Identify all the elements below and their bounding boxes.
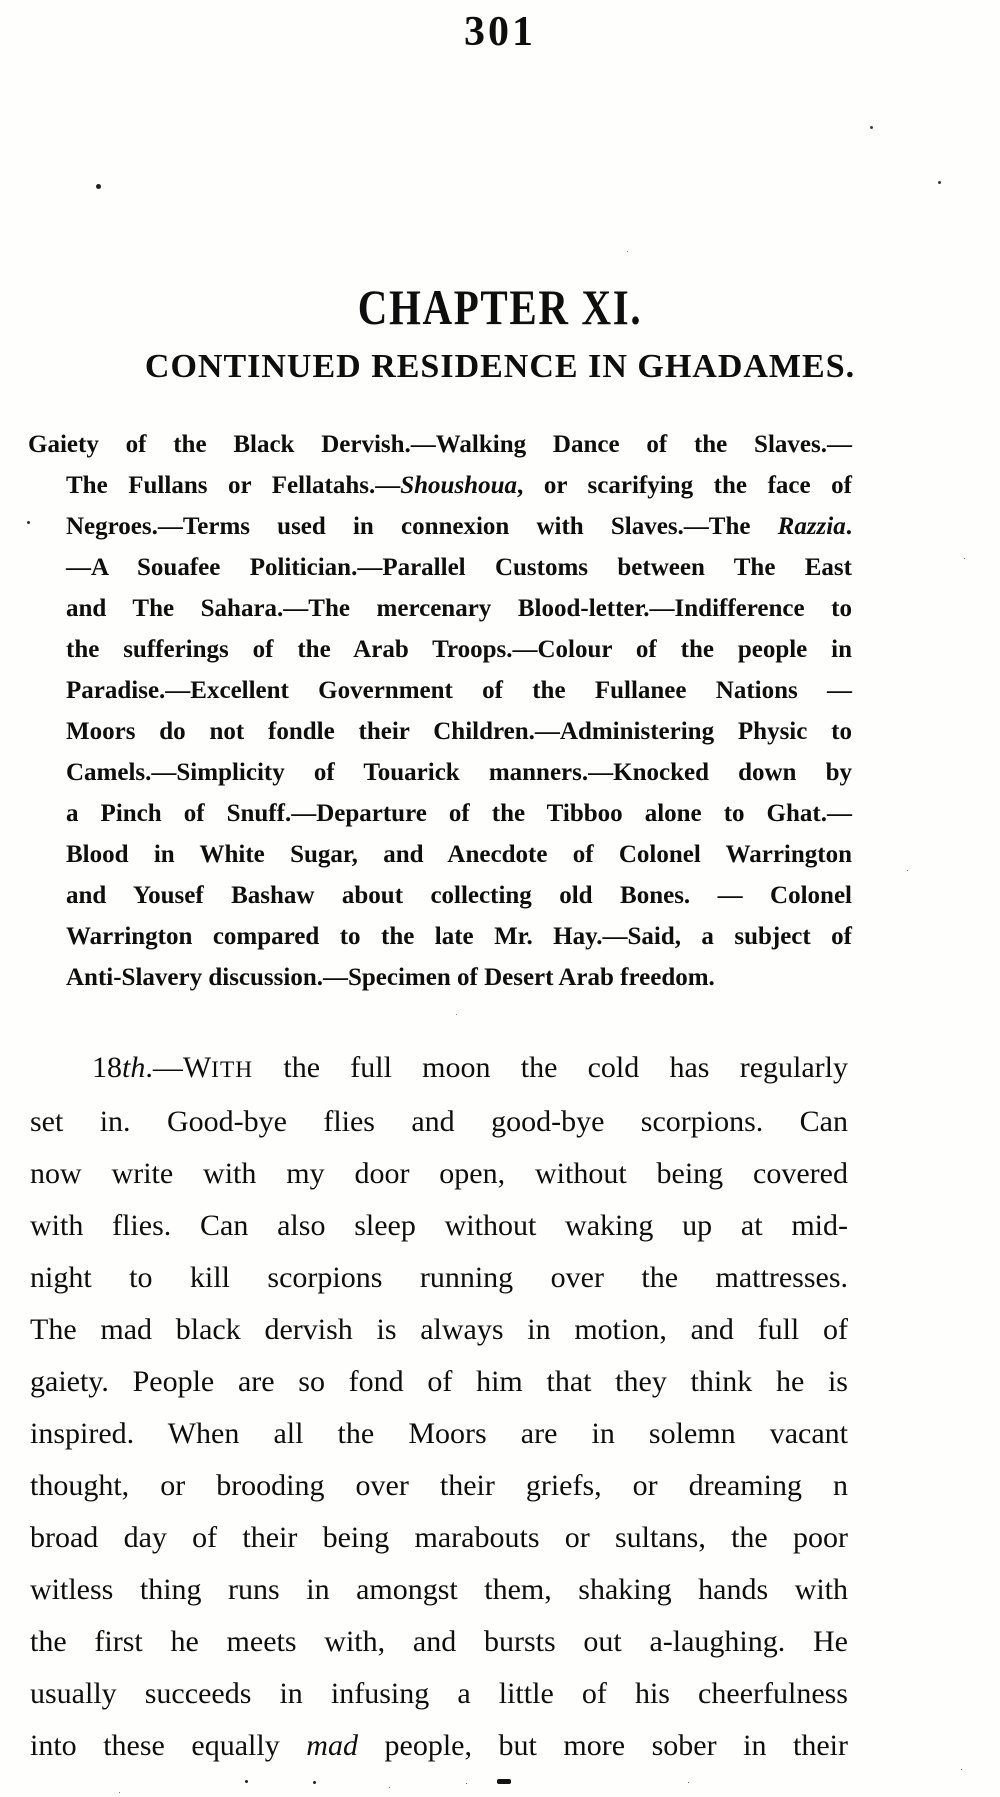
- text-line: night to kill scorpions running over the mattresses.: [30, 1261, 848, 1294]
- text-line: Gaiety of the Black Dervish.—Walking Dance of the Slaves.—: [28, 431, 852, 458]
- text-line: broad day of their being marabouts or sultans, the poor: [30, 1521, 848, 1554]
- text-line: with flies. Can also sleep without waking up at mid-: [30, 1209, 848, 1242]
- text-line: The mad black dervish is always in motion, and full of: [30, 1313, 848, 1346]
- text-line: and Yousef Bashaw about collecting old Bones. — Colonel: [66, 882, 852, 909]
- text-line: usually succeeds in infusing a little of his cheerfulness: [30, 1677, 848, 1710]
- text-line: the first he meets with, and bursts out a-laughing. He: [30, 1625, 848, 1658]
- text-line: and The Sahara.—The mercenary Blood-letter.—Indifference to: [66, 595, 852, 622]
- text-line: thought, or brooding over their griefs, or dreaming n: [30, 1469, 848, 1502]
- text-line: witless thing runs in amongst them, shaking hands with: [30, 1573, 848, 1606]
- text-line: Paradise.—Excellent Government of the Fullanee Nations —: [66, 677, 852, 704]
- body-paragraph: [30, 1042, 848, 1772]
- text-line: Warrington compared to the late Mr. Hay.—Said, a subject of: [66, 923, 852, 950]
- scan-edge-mark: [497, 1779, 511, 1784]
- text-line: now write with my door open, without being covered: [30, 1157, 848, 1190]
- text-line: Moors do not fondle their Children.—Administering Physic to: [66, 718, 852, 745]
- text-line: a Pinch of Snuff.—Departure of the Tibboo alone to Ghat.—: [66, 800, 852, 827]
- text-line: —A Souafee Politician.—Parallel Customs between The East: [66, 554, 852, 581]
- chapter-heading: CHAPTER XI.: [357, 279, 643, 335]
- chapter-subtitle: CONTINUED RESIDENCE IN GHADAMES.: [144, 348, 856, 385]
- text-line: Blood in White Sugar, and Anecdote of Colonel Warrington: [66, 841, 852, 868]
- text-line: Camels.—Simplicity of Touarick manners.—Knocked down by: [66, 759, 852, 786]
- text-line: set in. Good-bye flies and good-bye scorpions. Can: [30, 1105, 848, 1138]
- text-line: 18th.—WITH the full moon the cold has regularly: [92, 1051, 848, 1084]
- scan-specks: [0, 0, 3, 3]
- text-line: gaiety. People are so fond of him that they think he is: [30, 1365, 848, 1398]
- page-number: 301: [464, 9, 536, 55]
- text-line: the sufferings of the Arab Troops.—Colour of the people in: [66, 636, 852, 663]
- text-line: into these equally mad people, but more sober in their: [30, 1729, 848, 1762]
- text-line: Negroes.—Terms used in connexion with Slaves.—The Razzia.: [66, 513, 852, 540]
- text-line: inspired. When all the Moors are in solemn vacant: [30, 1417, 848, 1450]
- chapter-summary: [28, 424, 852, 998]
- text-line: The Fullans or Fellatahs.—Shoushoua, or scarifying the face of: [66, 472, 852, 499]
- text-line: Anti-Slavery discussion.—Specimen of Desert Arab freedom.: [66, 964, 715, 991]
